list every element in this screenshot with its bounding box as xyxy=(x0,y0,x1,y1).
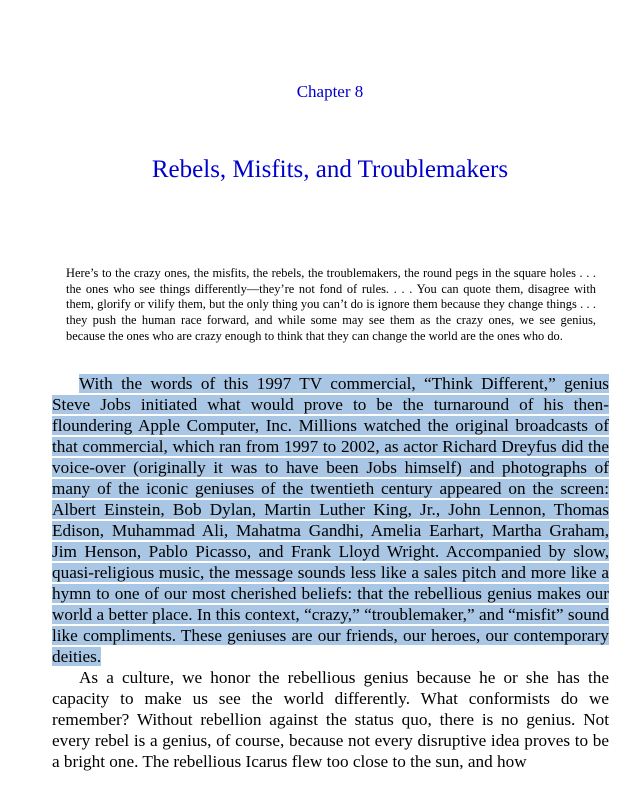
paragraph-1[interactable] xyxy=(52,373,609,667)
chapter-label: Chapter 8 xyxy=(296,82,364,101)
body-text xyxy=(52,373,609,772)
chapter-title: Rebels, Misfits, and Troublemakers xyxy=(151,156,509,183)
highlighted-selection[interactable]: With the words of this 1997 TV commercial, “Think Different,” genius Steve Jobs initiated what would prove to be the turnaround of his then-floundering Apple Computer, Inc. Millions watched the original broadcasts of that commercial, which ran from 1997 to 2002, as actor Richard Dreyfus did the voice-over (originally it was to have been Jobs himself) and photographs of many of the iconic geniuses of the twentieth century appeared on the screen: Albert Einstein, Bob Dylan, Martin Luther King, Jr., John Lennon, Thomas Edison, Muhammad Ali, Mahatma Gandhi, Amelia Earhart, Martha Graham, Jim Henson, Pablo Picasso, and Frank Lloyd Wright. Accompanied by slow, quasi-religious music, the message sounds less like a sales pitch and more like a hymn to one of our most cherished beliefs: that the rebellious genius makes our world a better place. In this context, “crazy,” “troublemaker,” and “misfit” sound like compliments. These geniuses are our friends, our heroes, our contemporary deities. xyxy=(52,374,609,666)
paragraph-2: As a culture, we honor the rebellious genius because he or she has the capacity to make us see the world differently. What conformists do we remember? Without rebellion against the status quo, there is no genius. Not every rebel is a genius, of course, because not every disruptive idea proves to be a bright one. The rebellious Icarus flew too close to the sun, and how xyxy=(52,668,609,771)
epigraph: Here’s to the crazy ones, the misfits, the rebels, the troublemakers, the round pegs in the square holes . . . the ones who see things differently—they’re not fond of rules. . . . You can quote them, disagree with them, glorify or vilify them, but the only thing you can’t do is ignore them because they change things . . . they push the human race forward, and while some may see them as the crazy ones, we see genius, because the ones who are crazy enough to think that they can change the world are the ones who do. xyxy=(66,266,596,343)
